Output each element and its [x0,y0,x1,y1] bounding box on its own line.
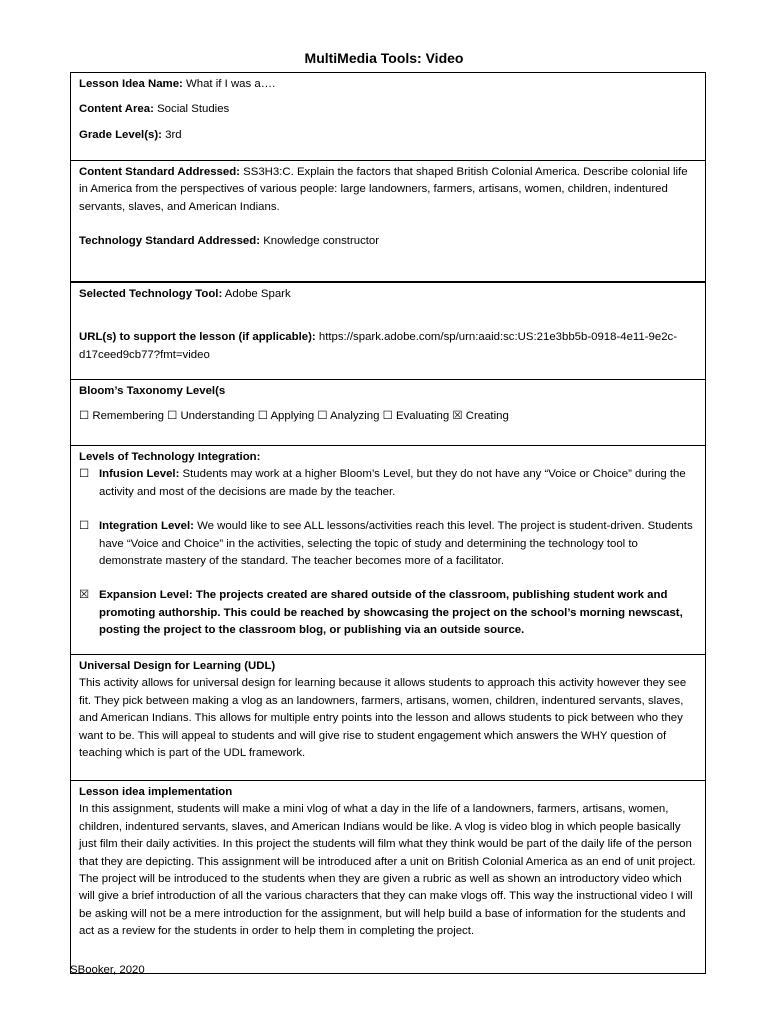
technology-tool-cell [71,282,706,380]
technology-standard-line [79,233,697,250]
lesson-url-value: https://spark.adobe.com/sp/urn:aaid:sc:US:21e3bb5b-0918-4e11-9e2c-d17ceed9cb77?fmt=video [79,331,678,361]
content-area-line [79,101,697,118]
technology-standard-value: Knowledge constructor [263,235,380,248]
technology-tool-row [71,282,706,380]
infusion-level-item [79,466,697,501]
implementation-heading: Lesson idea implementation [79,786,233,798]
lesson-name-label: Lesson Idea Name: [79,78,183,90]
lesson-url-label: URL(s) to support the lesson (if applicable): [79,331,316,344]
standards-row [71,161,706,283]
grade-level-value: 3rd [165,128,182,141]
infusion-level-label: Infusion Level: [99,468,180,481]
implementation-cell [71,781,706,974]
technology-integration-row [71,446,706,655]
lesson-url-line [79,329,697,364]
blooms-taxonomy-cell [71,380,706,446]
integration-level-label: Integration Level: [99,520,194,533]
expansion-level-text: The projects created are shared outside of the classroom, publishing student work and promoting authorship. This could be reached by showcasing the project on the school’s morning newscast, posting the project to the classroom blog, or publishing via an outside source. [99,589,683,637]
grade-level-line [79,127,697,144]
implementation-paragraph-2: The project will be introduced to the students when they are given a rubric as well as shown an introductory video which will give a brief introduction of all the various characters that they can make vlogs off. This way the instructional video I will be asking will not be a mere introduction for the assignment, but will help build a base of information for the students and act as a review for the students in order to help them in completing the project. [79,873,693,938]
technology-tool-value: Adobe Spark [224,288,291,300]
integration-level-item [79,518,697,570]
content-standard-value: SS3H3:C. Explain the factors that shaped British Colonial America. Describe colonial life in America from the perspectives of various people: large landowners, farmers, artisans, women, children, indentured servants, slaves, and American Indians. [79,166,688,213]
implementation-row [71,781,706,974]
expansion-level-label: Expansion Level: [99,589,193,602]
blooms-taxonomy-heading: Bloom’s Taxonomy Level(s [79,385,226,397]
technology-standard-label: Technology Standard Addressed: [79,235,261,248]
integration-level-text: We would like to see ALL lessons/activities reach this level. The project is student-driven. Students have “Voice and Choice” in the activities, selecting the topic of study and determining the technology tool to demonstrate mastery of the standard. The teacher becomes more of a facilitator. [99,520,693,568]
lesson-plan-table [70,72,706,974]
expansion-level-item [79,587,697,639]
lesson-name-line [79,76,697,93]
technology-integration-cell [71,446,706,655]
document-title: MultiMedia Tools: Video [304,50,464,66]
content-area-value: Social Studies [157,103,230,116]
blooms-levels-checklist: ☐ Remembering ☐ Understanding ☐ Applying ☐ Analyzing ☐ Evaluating ☒ Creating [79,410,509,423]
technology-tool-line [79,286,697,303]
lesson-info-cell [71,73,706,161]
udl-text: This activity allows for universal design for learning because it allows students to approach this activity however they see fit. They pick between making a vlog as an landowners, farmers, artisans, women, children, indentured servants, slaves, and American Indians. This allows for multiple entry points into the lesson and allows students to pick between who they want to be. This will appeal to students and will give rise to student engagement which answers the WHY question of teaching which is part of the UDL framework. [79,677,687,760]
udl-row [71,655,706,781]
lesson-info-row [71,73,706,161]
technology-tool-label: Selected Technology Tool: [79,288,223,300]
udl-heading: Universal Design for Learning (UDL) [79,660,276,672]
content-standard-line [79,164,697,216]
grade-level-label: Grade Level(s): [79,128,162,141]
implementation-paragraph-1: In this assignment, students will make a mini vlog of what a day in the life of a landowners, farmers, artisans, women, children, indentured servants, slaves, and American Indians would be like. A vlog is video blog in which people basically just film their daily activities. In this project the students will film what they think would be part of the daily life of the person that they are depicting. This assignment will be introduced after a unit on British Colonial America as an end of unit project. [79,803,696,868]
content-area-label: Content Area: [79,103,154,116]
lesson-name-value: What if I was a…. [186,78,276,90]
blooms-taxonomy-row [71,380,706,446]
infusion-level-text: Students may work at a higher Bloom’s Level, but they do not have any “Voice or Choice” during the activity and most of the decisions are made by the teacher. [99,468,686,498]
unchecked-box-icon: ☐ [79,468,90,481]
content-standard-label: Content Standard Addressed: [79,166,240,178]
unchecked-box-icon: ☐ [79,520,90,533]
checked-box-icon: ☒ [79,589,90,602]
udl-cell [71,655,706,781]
technology-integration-heading: Levels of Technology Integration: [79,451,261,463]
footer-author: SBooker, 2020 [70,964,145,976]
standards-cell [71,161,706,283]
